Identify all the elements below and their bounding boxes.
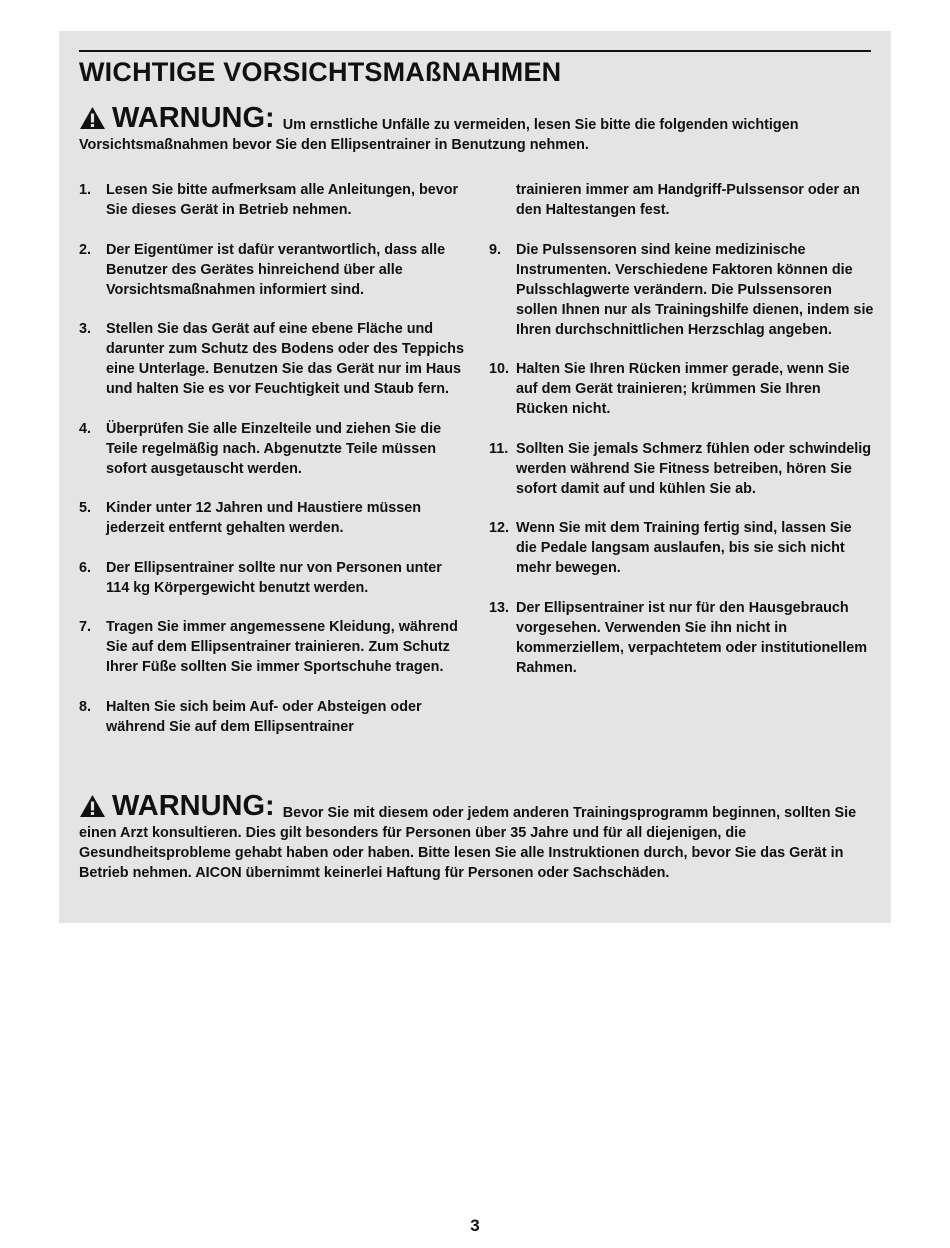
list-item <box>79 180 469 220</box>
warning-label: WARNUNG: <box>112 102 275 134</box>
item-number: 11. <box>489 440 509 457</box>
item-number: 3. <box>79 321 92 337</box>
item-text: Tragen Sie immer angemessene Kleidung, während Sie auf dem Ellipsentrainer trainieren. Zum Schutz Ihrer Füße sollten Sie immer Sportschuhe tragen. <box>106 619 458 675</box>
warning-text: Um ernstliche Unfälle zu vermeiden, lesen Sie bitte die folgenden wichtigen Vorsichtsmaßnahmen bevor Sie den Ellipsentrainer in Benutzung nehmen. <box>79 117 799 153</box>
item-number: 6. <box>79 559 92 576</box>
title-rule <box>79 50 871 52</box>
item-text: Überprüfen Sie alle Einzelteile und ziehen Sie die Teile regelmäßig nach. Abgenutzte Teile müssen sofort ausgetauscht werden. <box>106 420 442 477</box>
left-column <box>79 180 469 756</box>
warning-heading <box>79 791 275 821</box>
list-item <box>79 697 469 737</box>
list-item <box>79 240 469 300</box>
item-number: 13. <box>489 599 510 616</box>
safety-panel <box>59 31 891 923</box>
item-text: Der Eigentümer ist dafür verantwortlich, dass alle Benutzer des Gerätes hinreichend über alle Vorsichtsmaßnahmen informiert sind. <box>106 241 446 298</box>
item-number: 7. <box>79 619 92 635</box>
item-text: Sollten Sie jemals Schmerz fühlen oder schwindelig werden während Sie Fitness betreiben, hören Sie sofort damit auf und kühlen Sie ab. <box>516 440 872 497</box>
list-item <box>489 439 874 499</box>
page-number: 3 <box>470 1216 480 1235</box>
item-number: 10. <box>489 361 510 377</box>
item-number: 4. <box>79 420 92 437</box>
page-title: WICHTIGE VORSICHTSMAßNAHMEN <box>79 57 562 87</box>
item-number: 2. <box>79 241 92 258</box>
item-text: Wenn Sie mit dem Training fertig sind, lassen Sie die Pedale langsam auslaufen, bis sie sich nicht mehr bewegen. <box>516 520 852 576</box>
warning-triangle-icon <box>79 106 106 130</box>
right-column <box>489 180 874 697</box>
item-number: 12. <box>489 520 510 536</box>
list-item <box>79 617 469 677</box>
item-text: Die Pulssensoren sind keine medizinische Instrumenten. Verschiedene Faktoren können die Pulsschlagwerte verändern. Die Pulssensoren sollen Ihnen nur als Trainingshilfe dienen, indem sie Ihren durchschnittlichen Herzschlag angeben. <box>516 241 874 338</box>
list-item <box>79 558 469 598</box>
item-text: Halten Sie sich beim Auf- oder Absteigen oder während Sie auf dem Ellipsentrainer <box>106 698 422 735</box>
item-number: 8. <box>79 698 92 715</box>
list-item <box>489 240 874 340</box>
warning-heading <box>79 103 275 133</box>
list-item <box>489 598 874 678</box>
item-text: Halten Sie Ihren Rücken immer gerade, wenn Sie auf dem Gerät trainieren; krümmen Sie Ihren Rücken nicht. <box>516 361 850 417</box>
warning-label: WARNUNG: <box>112 790 275 822</box>
list-item <box>489 518 874 578</box>
item-text: Stellen Sie das Gerät auf eine ebene Fläche und darunter zum Schutz des Bodens oder des Teppichs eine Unterlage. Benutzen Sie das Gerät nur im Haus und halten Sie es vor Feuchtigkeit und Staub fern. <box>106 321 464 397</box>
item-text: Der Ellipsentrainer sollte nur von Personen unter 114 kg Körpergewicht benutzt werden. <box>106 559 442 596</box>
item-number: 5. <box>79 500 92 516</box>
item-number: 1. <box>79 182 92 198</box>
warning-triangle-icon <box>79 794 106 818</box>
list-item <box>489 359 874 419</box>
warning-intro <box>79 103 871 155</box>
item-8-continuation: trainieren immer am Handgriff-Pulssensor oder an den Haltestangen fest. <box>516 182 860 218</box>
right-items <box>489 240 874 678</box>
warning-final <box>79 791 871 883</box>
item-text: Kinder unter 12 Jahren und Haustiere müssen jederzeit entfernt gehalten werden. <box>106 500 422 536</box>
list-item <box>79 498 469 538</box>
item-number: 9. <box>489 241 502 258</box>
list-item <box>79 419 469 479</box>
item-text: Der Ellipsentrainer ist nur für den Hausgebrauch vorgesehen. Verwenden Sie ihn nicht in kommerziellem, verpachtetem oder institutionellem Rahmen. <box>516 599 868 676</box>
list-item <box>79 319 469 399</box>
warning-text: Bevor Sie mit diesem oder jedem anderen Trainingsprogramm beginnen, sollten Sie einen Arzt konsultieren. Dies gilt besonders für Personen über 35 Jahre und für all diejenigen, die Gesundheitsprobleme gehabt haben oder haben. Bitte lesen Sie alle Instruktionen durch, bevor Sie das Gerät in Betrieb nehmen. AICON übernimmt keinerlei Haftung für Personen oder Sachschäden. <box>79 805 857 881</box>
item-text: Lesen Sie bitte aufmerksam alle Anleitungen, bevor Sie dieses Gerät in Betrieb nehmen. <box>106 182 459 218</box>
